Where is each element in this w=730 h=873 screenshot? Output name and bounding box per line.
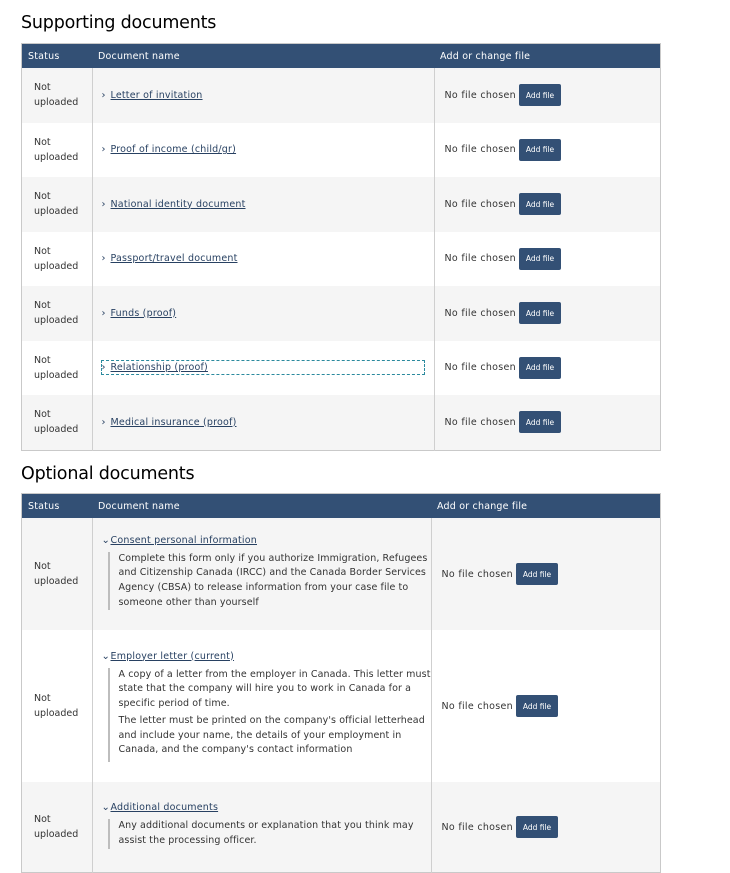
status-cell: Not uploaded: [22, 630, 93, 782]
file-status: No file chosen: [444, 144, 516, 156]
add-file-button[interactable]: Add file: [516, 695, 558, 717]
optional-documents-table: [21, 493, 661, 873]
status-cell: Not uploaded: [22, 286, 93, 341]
table-header-row: [22, 494, 661, 519]
document-link-passport[interactable]: Passport/travel document: [110, 253, 238, 265]
status-cell: Not uploaded: [22, 518, 93, 630]
document-name-header: Document name: [92, 44, 434, 69]
add-file-button[interactable]: Add file: [519, 302, 561, 324]
status-cell: Not uploaded: [22, 68, 93, 123]
focused-link-outline: [102, 361, 424, 374]
chevron-right-icon: ›: [101, 307, 106, 319]
file-status: No file chosen: [444, 198, 516, 210]
description-text: The letter must be printed on the company's official letterhead and include your name, the details of your employment in Canada, and the company's contact information: [118, 715, 425, 756]
document-description[interactable]: [108, 668, 431, 762]
table-row: [22, 341, 661, 396]
add-file-button[interactable]: Add file: [519, 248, 561, 270]
document-name-header: Document name: [92, 494, 431, 519]
chevron-down-icon: ⌄: [101, 534, 110, 546]
add-file-header: Add or change file: [434, 44, 661, 69]
document-link-funds[interactable]: Funds (proof): [110, 307, 177, 319]
status-cell: Not uploaded: [22, 395, 93, 450]
status-cell: Not uploaded: [22, 341, 93, 396]
table-row: [22, 782, 661, 873]
table-row: [22, 630, 661, 782]
file-status: No file chosen: [441, 821, 513, 833]
document-link-national-identity[interactable]: National identity document: [110, 198, 246, 210]
file-status: No file chosen: [441, 700, 513, 712]
supporting-documents-title: Supporting documents: [21, 13, 217, 33]
status-cell: Not uploaded: [22, 123, 93, 178]
chevron-right-icon: ›: [101, 416, 106, 428]
document-link-medical-insurance[interactable]: Medical insurance (proof): [110, 416, 237, 428]
document-link-letter-of-invitation[interactable]: Letter of invitation: [110, 89, 203, 101]
table-header-row: [22, 44, 661, 69]
add-file-header: Add or change file: [431, 494, 661, 519]
file-status: No file chosen: [444, 307, 516, 319]
table-row: [22, 232, 661, 287]
document-link-relationship[interactable]: Relationship (proof): [110, 362, 208, 374]
chevron-right-icon: ›: [101, 253, 106, 265]
add-file-button[interactable]: Add file: [519, 357, 561, 379]
chevron-right-icon: ›: [101, 144, 106, 156]
description-text: Complete this form only if you authorize Immigration, Refugees and Citizenship Canada (IRCC) and the Canada Border Services Agency (CBSA) to release information from your case file to someone other than yourself: [118, 552, 428, 608]
chevron-right-icon: ›: [101, 198, 106, 210]
document-link-consent-personal-information[interactable]: Consent personal information: [110, 534, 257, 546]
document-description: [108, 552, 431, 610]
add-file-button[interactable]: Add file: [516, 816, 558, 838]
status-header: Status: [22, 44, 93, 69]
file-status: No file chosen: [444, 362, 516, 374]
add-file-button[interactable]: Add file: [519, 84, 561, 106]
table-row: [22, 123, 661, 178]
status-cell: Not uploaded: [22, 232, 93, 287]
add-file-button[interactable]: Add file: [516, 563, 558, 585]
add-file-button[interactable]: Add file: [519, 411, 561, 433]
add-file-button[interactable]: Add file: [519, 193, 561, 215]
document-link-employer-letter[interactable]: Employer letter (current): [110, 650, 235, 662]
description-text: Any additional documents or explanation that you think may assist the processing officer.: [118, 820, 414, 846]
supporting-documents-table: [21, 43, 661, 451]
status-header: Status: [22, 494, 93, 519]
table-row: [22, 177, 661, 232]
status-cell: Not uploaded: [22, 177, 93, 232]
add-file-button[interactable]: Add file: [519, 139, 561, 161]
table-row: [22, 68, 661, 123]
optional-documents-title: Optional documents: [21, 464, 195, 484]
chevron-right-icon: ›: [101, 362, 106, 374]
document-link-additional-documents[interactable]: Additional documents: [110, 802, 219, 814]
file-status: No file chosen: [444, 416, 516, 428]
file-status: No file chosen: [444, 253, 516, 265]
description-text: A copy of a letter from the employer in Canada. This letter must state that the company will hire you to work in Canada for a specific period of time.: [118, 668, 431, 709]
chevron-down-icon: ⌄: [101, 650, 110, 662]
file-status: No file chosen: [444, 89, 516, 101]
document-description: [108, 819, 431, 848]
file-status: No file chosen: [441, 568, 513, 580]
status-cell: Not uploaded: [22, 782, 93, 873]
chevron-down-icon: ⌄: [101, 802, 110, 814]
chevron-right-icon: ›: [101, 89, 106, 101]
table-row: [22, 395, 661, 450]
table-row: [22, 286, 661, 341]
table-row: [22, 518, 661, 630]
document-link-proof-of-income[interactable]: Proof of income (child/gr): [110, 144, 237, 156]
